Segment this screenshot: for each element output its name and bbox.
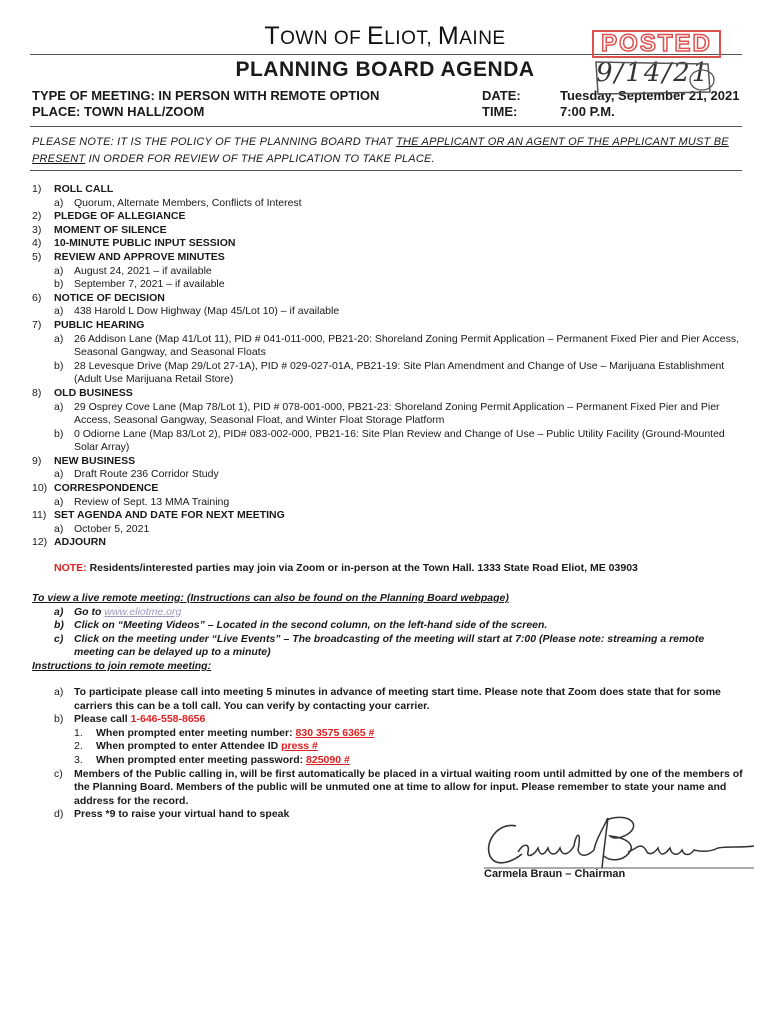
agenda-item [32,536,744,550]
agenda-subitem-letter: a) [54,522,64,535]
meeting-type: TYPE OF MEETING: IN PERSON WITH REMOTE OPTION [32,88,380,103]
agenda-item-title: MOMENT OF SILENCE [54,223,167,236]
meeting-password: 825090 # [306,753,350,766]
agenda-subitem-letter: a) [54,196,64,209]
attendee-id: press # [281,740,318,753]
agenda-subitem-letter: a) [54,400,64,413]
agenda-item-number: 3) [32,223,42,236]
agenda-subitem-letter: a) [54,332,64,345]
agenda-item-number: 7) [32,318,42,331]
join-step-d: d) Press *9 to raise your virtual hand to speak [54,808,290,821]
agenda-subitem [32,496,744,510]
agenda-item [32,292,744,306]
note-rule [30,170,742,171]
chairman-signature [478,812,758,874]
agenda-list [32,183,744,550]
agenda-subitem-text: Draft Route 236 Corridor Study [74,468,219,481]
agenda-subitem [32,428,744,455]
agenda-item [32,482,744,496]
date-value: Tuesday, September 21, 2021 [560,88,740,103]
policy-note: PLEASE NOTE: IT IS THE POLICY OF THE PLANNING BOARD THAT THE APPLICANT OR AN AGENT OF THE APPLICANT MUST BE PRESENT IN ORDER FOR REVIEW OF THE APPLICATION TO TAKE PLACE. [32,136,729,165]
agenda-item [32,509,744,523]
agenda-item-title: REVIEW AND APPROVE MINUTES [54,250,225,263]
time-label: TIME: [482,104,518,119]
agenda-item [32,455,744,469]
agenda-subitem-text: 0 Odiorne Lane (Map 83/Lot 2), PID# 083-002-000, PB21-16: Site Plan Review and Change of Use – Public Utility Facility (Ground-Mounted Solar Array) [74,427,725,454]
posted-stamp-date: 9/14/21 [596,58,711,88]
agenda-item-number: 2) [32,210,42,223]
agenda-item [32,387,744,401]
agenda-item-title: OLD BUSINESS [54,386,133,399]
remote-step-c: c) Click on the meeting under “Live Events” – The broadcasting of the meeting will start at 7:00 (Please note: streaming a remote meeting can be delayed up to a minute) [54,632,705,659]
agenda-subitem-text: 28 Levesque Drive (Map 29/Lot 27-1A), PID # 029-027-01A, PB21-19: Site Plan Amendment and Change of Use – Marijuana Establishment (Adult Use Marijuana Retail Store) [74,359,725,386]
agenda-item-number: 6) [32,291,42,304]
agenda-subitem-letter: b) [54,359,64,372]
agenda-item-title: ROLL CALL [54,183,114,195]
agenda-item [32,210,744,224]
join-step-c: c) Members of the Public calling in, will be first automatically be placed in a virtual waiting room until admitted by one of the members of the Planning Board. Members of the public will be unmuted one at time to allow for input. Please remember to state your name and address for the record. [54,767,743,807]
agenda-item [32,251,744,265]
posted-stamp-word: POSTED [592,30,721,58]
agenda-subitem-text: October 5, 2021 [74,522,150,535]
agenda-item-number: 9) [32,454,42,467]
agenda-item-title: NOTICE OF DECISION [54,291,165,304]
join-substep-2: 2. When prompted to enter Attendee ID press # [74,740,318,753]
join-heading: Instructions to join remote meeting: [32,659,212,672]
agenda-subitem-letter: a) [54,264,64,277]
agenda-subitem [32,468,744,482]
agenda-item-title: PLEDGE OF ALLEGIANCE [54,210,186,223]
agenda-subitem-letter: b) [54,427,64,440]
agenda-item-number: 4) [32,237,42,250]
agenda-subitem [32,360,744,387]
agenda-subitem [32,265,744,279]
date-label: DATE: [482,88,521,103]
agenda-item-title: PUBLIC HEARING [54,318,145,331]
meta-rule [30,126,742,127]
remote-viewing-heading: To view a live remote meeting: (Instructions can also be found on the Planning Board webpage) [32,592,509,604]
website-link[interactable]: www.eliotme.org [104,605,182,618]
meeting-place: PLACE: TOWN HALL/ZOOM [32,104,205,119]
agenda-item-title: CORRESPONDENCE [54,482,159,495]
join-step-b: b) Please call 1-646-558-8656 [54,713,206,726]
agenda-subitem [32,401,744,428]
join-instructions [54,686,744,822]
agenda-subitem-text: 29 Osprey Cove Lane (Map 78/Lot 1), PID # 078-001-000, PB21-23: Shoreland Zoning Permit Application – Permanent Fixed Pier and Pier Access, Seasonal Gangway, Seasonal Float, and Winter Float Storage Platform [74,400,720,427]
agenda-subitem-text: September 7, 2021 – if available [74,278,225,291]
agenda-subitem-text: 26 Addison Lane (Map 41/Lot 11), PID # 041-011-000, PB21-20: Shoreland Zoning Permit Application – Permanent Fixed Pier and Pier Access, Seasonal Gangway, and Seasonal Floats [74,332,740,359]
agenda-item-title: NEW BUSINESS [54,454,136,467]
agenda-item [32,319,744,333]
agenda-subitem [32,197,744,211]
posted-stamp [592,30,722,102]
agenda-subitem-letter: a) [54,468,64,481]
phone-number[interactable]: 1-646-558-8656 [130,713,206,726]
agenda-item [32,237,744,251]
zoom-note: NOTE: Residents/interested parties may join via Zoom or in-person at the Town Hall. 1333 State Road Eliot, ME 03903 [54,562,638,574]
join-substep-3: 3. When prompted enter meeting password: 825090 # [74,753,350,766]
time-value: 7:00 P.M. [560,104,615,119]
town-title: TOWN OF ELIOT, MAINE [264,22,506,50]
agenda-item-number: 5) [32,250,42,263]
stamp-date-box [592,58,722,98]
agenda-item-title: ADJOURN [54,536,106,549]
agenda-item-number: 1) [32,183,42,195]
agenda-subitem-letter: a) [54,495,64,508]
agenda-subitem [32,333,744,360]
agenda-item-number: 10) [32,482,48,495]
agenda-item-number: 11) [32,509,47,522]
agenda-subitem-text: August 24, 2021 – if available [74,264,212,277]
agenda-item-number: 12) [32,536,48,549]
agenda-subitem-text: Quorum, Alternate Members, Conflicts of Interest [74,196,302,209]
agenda-subitem-text: 438 Harold L Dow Highway (Map 45/Lot 10) – if available [74,305,340,318]
agenda-title: PLANNING BOARD AGENDA [235,58,535,81]
agenda-item-title: 10-MINUTE PUBLIC INPUT SESSION [54,237,236,250]
agenda-subitem-letter: a) [54,305,64,318]
agenda-item-number: 8) [32,386,42,399]
remote-viewing-section [32,592,744,674]
agenda-item [32,224,744,238]
chairman-name: Carmela Braun – Chairman [484,868,626,880]
remote-step-b: b) Click on “Meeting Videos” – Located in the second column, on the left-hand side of the screen. [54,619,548,632]
agenda-item [32,183,744,197]
agenda-subitem-text: Review of Sept. 13 MMA Training [74,495,230,508]
agenda-subitem [32,278,744,292]
agenda-item-title: SET AGENDA AND DATE FOR NEXT MEETING [54,509,285,522]
join-step-a: a) To participate please call into meeting 5 minutes in advance of meeting start time. Please note that Zoom does state that for some carriers this can be a toll call. You can verify by contacting your carrier. [54,686,721,712]
agenda-subitem [32,305,744,319]
join-substep-1: 1. When prompted enter meeting number: 830 3575 6365 # [74,726,375,739]
meeting-number: 830 3575 6365 # [295,726,375,739]
remote-step-a: a) Go to www.eliotme.org [54,605,182,618]
agenda-subitem [32,523,744,537]
agenda-subitem-letter: b) [54,278,64,291]
